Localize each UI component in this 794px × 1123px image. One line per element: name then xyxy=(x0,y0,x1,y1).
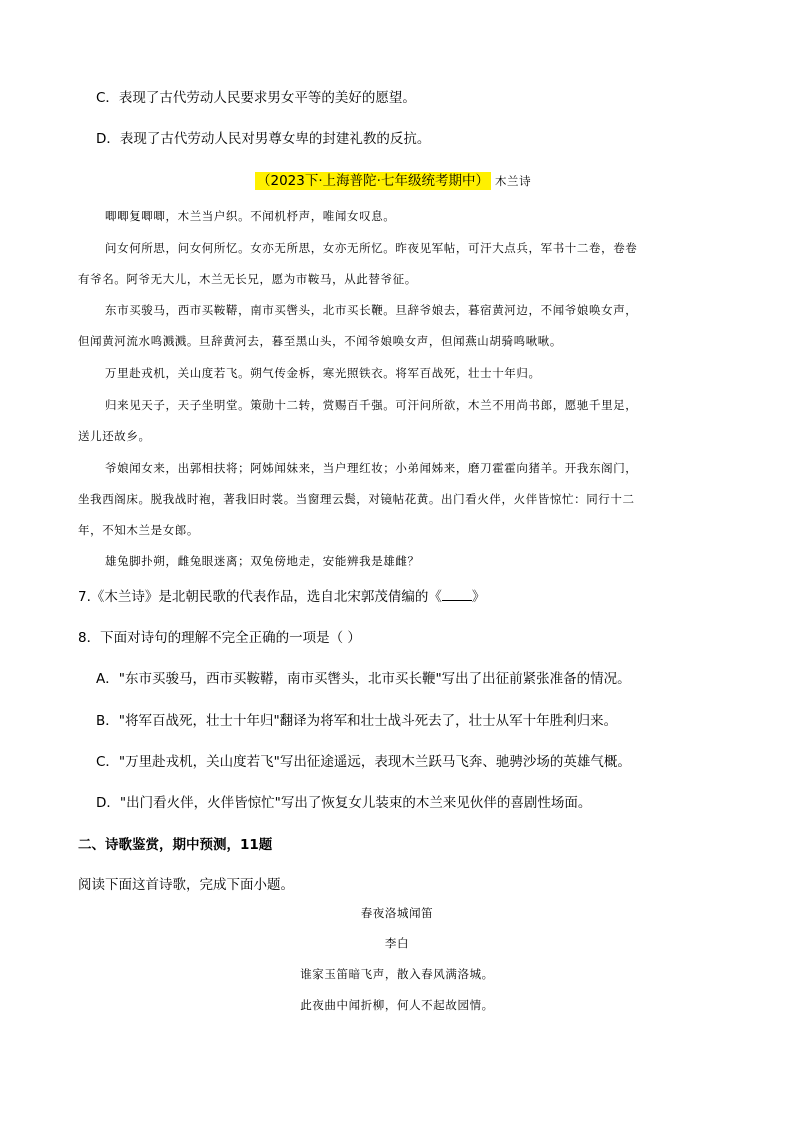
poem-line: 万里赴戎机，关山度若飞。朔气传金柝，寒光照铁衣。将军百战死，壮士十年归。 xyxy=(105,366,541,380)
poem2-title: 春夜洛城闻笛 xyxy=(360,906,434,920)
question-7-text: 7.《木兰诗》是北朝民歌的代表作品，选自北宋郭茂倩编的《 xyxy=(78,589,442,605)
section-heading: 二、诗歌鉴赏，期中预测，11题 xyxy=(78,837,273,853)
poem-line: 但闻黄河流水鸣溅溅。旦辞黄河去，暮至黑山头，不闻爷娘唤女声，但闻燕山胡骑鸣啾啾。 xyxy=(78,334,562,348)
option-a: A．"东市买骏马，西市买鞍鞯，南市买辔头，北市买长鞭"写出了出征前紧张准备的情况。 xyxy=(96,671,631,687)
question-7 xyxy=(78,588,485,606)
poem-line: 东市买骏马，西市买鞍鞯，南市买辔头，北市买长鞭。旦辞爷娘去，暮宿黄河边，不闻爷娘唤女声， xyxy=(105,303,638,317)
question-7-close: 》 xyxy=(471,589,486,605)
poem-line: 送儿还故乡。 xyxy=(78,429,151,443)
poem2-line: 此夜曲中闻折柳，何人不起故园情。 xyxy=(300,998,494,1012)
option-d: D．"出门看火伴，火伴皆惊忙"写出了恢复女儿装束的木兰来见伙伴的喜剧性场面。 xyxy=(96,795,592,811)
source-tag: （2023下·上海普陀·七年级统考期中） xyxy=(257,173,489,189)
poem2-line: 谁家玉笛暗飞声，散入春风满洛城。 xyxy=(300,967,494,981)
poem-line: 归来见天子，天子坐明堂。策勋十二转，赏赐百千强。可汗问所欲，木兰不用尚书郎，愿驰千里足， xyxy=(105,398,638,412)
poem-line: 有爷名。阿爷无大儿，木兰无长兄，愿为市鞍马，从此替爷征。 xyxy=(78,272,417,286)
poem-line: 年，不知木兰是女郎。 xyxy=(78,523,199,537)
poem2-author: 李白 xyxy=(384,936,410,950)
poem-line: 唧唧复唧唧，木兰当户织。不闻机杼声，唯闻女叹息。 xyxy=(105,209,396,223)
answer-blank[interactable] xyxy=(442,588,472,601)
option-d-previous: D．表现了古代劳动人民对男尊女卑的封建礼教的反抗。 xyxy=(96,131,431,147)
question-8-stem: 8．下面对诗句的理解不完全正确的一项是（ ） xyxy=(78,630,361,646)
poem-line: 坐我西阁床。脱我战时袍，著我旧时裳。当窗理云鬓，对镜帖花黄。出门看火伴，火伴皆惊忙：同行十二 xyxy=(78,492,635,506)
poem-line: 雄兔脚扑朔，雌兔眼迷离；双兔傍地走，安能辨我是雄雌？ xyxy=(105,554,420,568)
poem-title: 木兰诗 xyxy=(494,174,532,188)
option-b: B．"将军百战死，壮士十年归"翻译为将军和壮士战斗死去了，壮士从军十年胜利归来。 xyxy=(96,713,618,729)
poem-line: 问女何所思，问女何所忆。女亦无所思，女亦无所忆。昨夜见军帖，可汗大点兵，军书十二卷，卷卷 xyxy=(105,241,638,255)
section-instruction: 阅读下面这首诗歌，完成下面小题。 xyxy=(78,877,294,893)
source-heading xyxy=(255,172,531,190)
option-c: C．"万里赴戎机，关山度若飞"写出征途遥远，表现木兰跃马飞奔、驰骋沙场的英雄气概。 xyxy=(96,754,631,770)
poem-line: 爷娘闻女来，出郭相扶将；阿姊闻妹来，当户理红妆；小弟闻姊来，磨刀霍霍向猪羊。开我东阁门， xyxy=(105,461,638,475)
option-c-previous: C．表现了古代劳动人民要求男女平等的美好的愿望。 xyxy=(96,90,416,106)
